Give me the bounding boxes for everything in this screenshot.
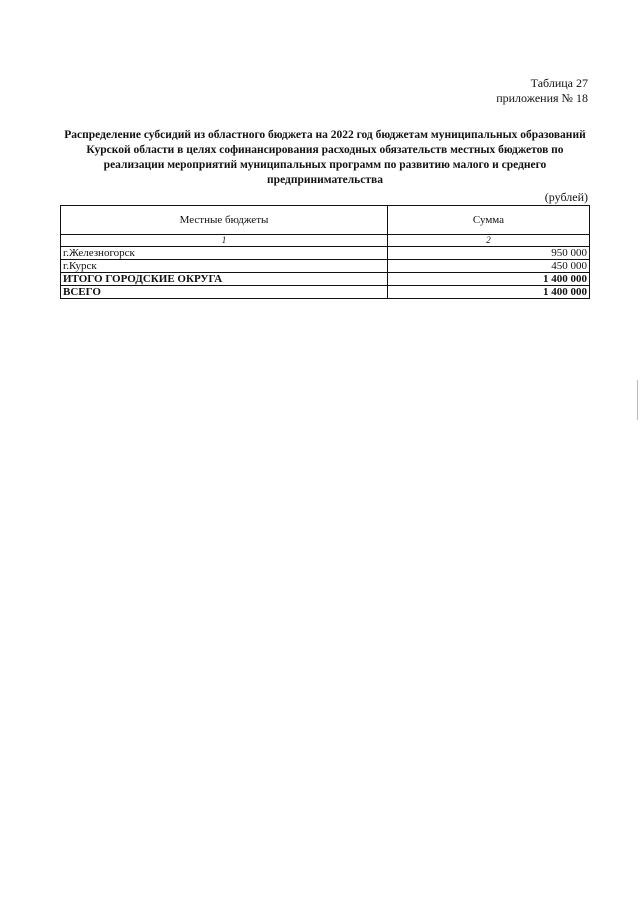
column-header-budgets: Местные бюджеты bbox=[61, 206, 388, 235]
appendix-label: приложения № 18 bbox=[496, 91, 588, 105]
column-number-2: 2 bbox=[388, 235, 590, 247]
table-number-label: Таблица 27 bbox=[530, 76, 588, 90]
row-amount: 950 000 bbox=[388, 247, 590, 260]
document-header bbox=[496, 76, 588, 106]
scan-edge-mark bbox=[637, 380, 638, 420]
total-name: ВСЕГО bbox=[61, 286, 388, 299]
total-row bbox=[61, 286, 590, 299]
total-amount: 1 400 000 bbox=[388, 286, 590, 299]
table-row bbox=[61, 247, 590, 260]
column-number-1: 1 bbox=[61, 235, 388, 247]
row-name: г.Курск bbox=[61, 260, 388, 273]
table-row bbox=[61, 260, 590, 273]
column-number-row bbox=[61, 235, 590, 247]
subtotal-amount: 1 400 000 bbox=[388, 273, 590, 286]
row-amount: 450 000 bbox=[388, 260, 590, 273]
subtotal-row bbox=[61, 273, 590, 286]
table-header-row bbox=[61, 206, 590, 235]
row-name: г.Железногорск bbox=[61, 247, 388, 260]
column-header-amount: Сумма bbox=[388, 206, 590, 235]
subsidy-table bbox=[60, 205, 590, 299]
document-title: Распределение субсидий из областного бюджета на 2022 год бюджетам муниципальных образований Курской области в целях софинансирования расходных обязательств местных бюджетов по реализации мероприятий муниципальных программ по развитию малого и среднего предпринимательства bbox=[64, 129, 586, 186]
subtotal-name: ИТОГО ГОРОДСКИЕ ОКРУГА bbox=[61, 273, 388, 286]
units-label: (рублей) bbox=[544, 190, 588, 204]
